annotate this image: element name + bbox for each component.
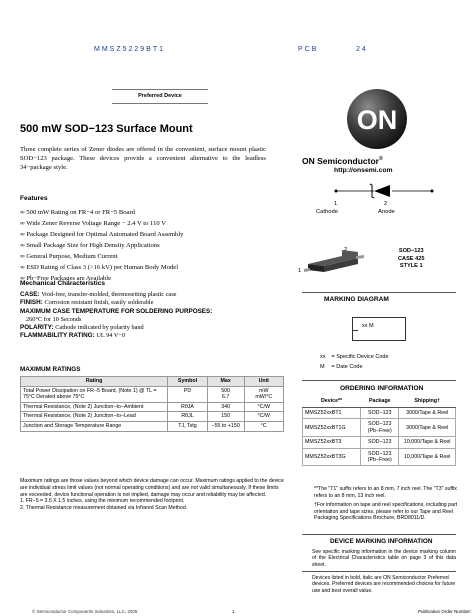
bullet-icon: ∞: [20, 209, 25, 216]
table-row: MMSZ52xxBT3 SOD−123 10,000/Tape & Reel: [303, 437, 456, 448]
zener-diode-symbol: [314, 180, 454, 202]
footer-publication: Publication Order Number:: [418, 609, 472, 614]
feature-item: ∞ 500 mW Rating on FR−4 or FR−5 Board: [20, 209, 135, 216]
marking-code: xx M: [362, 323, 374, 329]
ordering-table: Device** Package Shipping† MMSZ52xxBT1 SOD−123 3000/Tape & Reel MMSZ52xxBT1G SOD−123 (Pb−Free) 3000/Tape & Reel MMSZ52xxBT3 SOD−123 10,000/Tape & Reel MMSZ52xxBT3G SOD−123 (Pb−Free) 10,000/Tape & Reel: [302, 396, 456, 466]
features-section: [20, 195, 270, 284]
footer-copyright: © Semiconductor Components Industries, LLC, 2005: [32, 609, 138, 614]
marking-diagram-title: MARKING DIAGRAM: [324, 296, 389, 303]
table-row: Total Power Dissipation on FR−5 Board, (Note 1) @ TL = 75°C Derated above 75°C PD 500 6.7 mW mW/°C: [21, 386, 284, 402]
features-list: [20, 207, 270, 284]
mechanical-heading: Mechanical Characteristics: [20, 280, 106, 287]
bullet-icon: ∞: [20, 275, 25, 282]
device-marking-title: DEVICE MARKING INFORMATION: [330, 538, 433, 545]
package-label: SOD−123 CASE 425 STYLE 1: [398, 248, 425, 269]
max-ratings-notes: Maximum ratings are those values beyond which device damage can occur. Maximum ratings applied to the device are individual stress limit values (not normal operating conditions) and are not valid simultaneously. If these limits are exceeded, device functional operation is not implied, damage may occur and reliability may be affected. 1. FR−5 = 3.5 X 1.5 inches, using the minimum recommended footprint. 2. Thermal Resistance measurement obtained via Infrared Scan Method.: [20, 478, 284, 512]
features-heading: Features: [20, 195, 48, 202]
table-row: MMSZ52xxBT1G SOD−123 (Pb−Free) 3000/Tape & Reel: [303, 419, 456, 437]
logo-text: ON: [356, 105, 398, 135]
marking-legend: xx = Specific Device Code M = Date Code: [320, 354, 389, 370]
preferred-devices-note: Devices listed in bold, italic are ON Semiconductor Preferred devices. Preferred devices are recommended choices for future use and best overall value.: [312, 575, 456, 594]
table-row: MMSZ52xxBT3G SOD−123 (Pb−Free) 10,000/Tape & Reel: [303, 448, 456, 466]
header-part-number: MMSZ5229BT1: [94, 46, 166, 53]
table-row: Thermal Resistance, (Note 2) Junction−to−Lead RθJL 150 °C/W: [21, 412, 284, 422]
device-marking-text: See specific marking information in the device marking column of the Electrical Characteristics table on page 3 of this data sheet.: [312, 549, 456, 568]
on-semiconductor-logo: [345, 87, 409, 151]
feature-item: ∞ Pb−Free Packages are Available: [20, 275, 112, 282]
cathode-label: Cathode: [316, 209, 338, 215]
bullet-icon: ∞: [20, 264, 25, 271]
max-ratings-table: Rating Symbol Max Unit Total Power Dissipation on FR−5 Board, (Note 1) @ TL = 75°C Derated above 75°C PD 500 6.7 mW mW/°C Thermal Resistance, (Note 2) Junction−to−Ambient RθJA 340 °C/W Thermal Resistance, (Note 2) Junction−to−Lead RθJL 150 °C/W Junction and Storage Temperature Range TJ, Tstg −55 to +150 °C: [20, 376, 284, 432]
document-title: 500 mW SOD−123 Surface Mount: [20, 123, 193, 135]
company-url[interactable]: http://onsemi.com: [334, 167, 393, 174]
footer-page-number: 1: [232, 609, 235, 614]
company-name: ON Semiconductor®: [302, 156, 383, 166]
divider: [302, 534, 456, 535]
divider: [302, 380, 456, 381]
ordering-notes: **The "T1" suffix refers to an 8 mm, 7 inch reel. The "T3" suffix refers to an 8 mm, 13 inch reel. †For information on tape and reel specifications, including part orientation and tape sizes, please refer to our Tape and Reel Packaging Specifications Brochure, BRD8011/D.: [314, 486, 458, 522]
header-page-ref: 24: [356, 46, 368, 53]
preferred-device-label: Preferred Device: [112, 89, 208, 104]
divider: [302, 571, 456, 572]
ordering-info-title: ORDERING INFORMATION: [340, 385, 424, 392]
header-pcb: PCB: [298, 46, 319, 53]
bullet-icon: ∞: [20, 242, 25, 249]
marking-diagram-box: [352, 317, 406, 341]
bullet-icon: ∞: [20, 220, 25, 227]
anode-label: Anode: [378, 209, 395, 215]
table-row: Thermal Resistance, (Note 2) Junction−to−Ambient RθJA 340 °C/W: [21, 402, 284, 412]
mechanical-section: Mechanical Characteristics CASE: Void-free, transfer-molded, thermosetting plastic case FINISH: Corrosion resistant finish, easily solderable MAXIMUM CASE TEMPERATURE FOR SOLDERING PURPOSES: 260°C for 10 Seconds POLARITY: Cathode indicated by polarity band FLAMMABILITY RATING: UL 94 V−0: [20, 280, 275, 340]
table-row: Junction and Storage Temperature Range TJ, Tstg −55 to +150 °C: [21, 421, 284, 431]
feature-item: ∞ Wide Zener Reverse Voltage Range − 2.4 V to 110 V: [20, 220, 166, 227]
feature-item: ∞ Package Designed for Optimal Automated Board Assembly: [20, 231, 184, 238]
feature-item: ∞ ESD Rating of Class 3 (>16 kV) per Human Body Model: [20, 264, 179, 271]
bullet-icon: ∞: [20, 231, 25, 238]
max-ratings-heading: MAXIMUM RATINGS: [20, 366, 81, 373]
feature-item: ∞ Small Package Size for High Density Applications: [20, 242, 160, 249]
bullet-icon: ∞: [20, 253, 25, 260]
intro-paragraph: Three complete series of Zener diodes are offered in the convenient, surface mount plastic SOD−123 package. These devices provide a convenient alternative to the leadless 34−package style.: [20, 146, 266, 171]
divider: [302, 292, 456, 293]
table-row: MMSZ52xxBT1 SOD−123 3000/Tape & Reel: [303, 408, 456, 419]
feature-item: ∞ General Purpose, Medium Current: [20, 253, 118, 260]
